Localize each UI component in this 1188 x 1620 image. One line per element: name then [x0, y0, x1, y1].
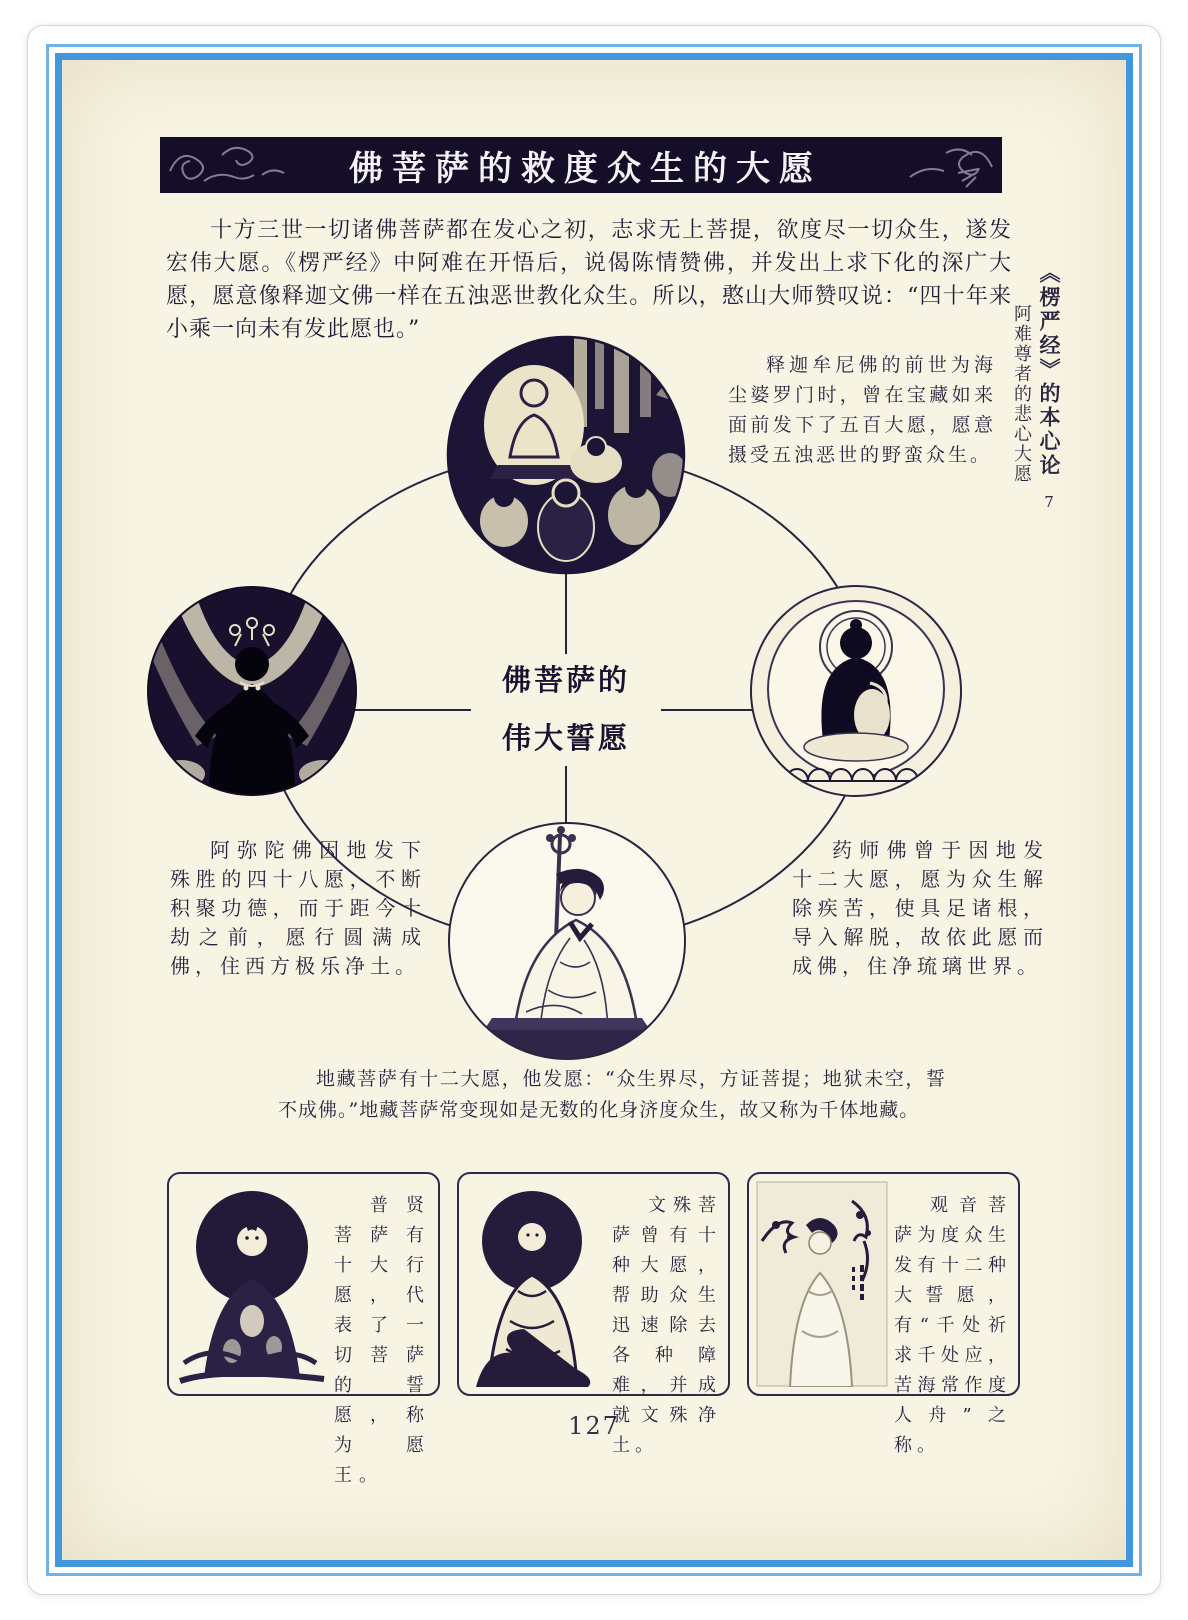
box-text-wenshu: 文殊菩萨曾有十种大愿，帮助众生迅速除去各种障难，并成就文殊净土。 — [612, 1195, 721, 1456]
page-title: 佛菩萨的救度众生的大愿 — [349, 149, 822, 188]
note-shakyamuni-text: 释迦牟尼佛的前世为海尘婆罗门时，曾在宝藏如来面前发下了五百大愿，愿意摄受五浊恶世的野蛮众生。 — [728, 354, 996, 466]
box-text-puxian: 普贤菩萨有十大行愿，代表了一切菩萨的誓愿，称为愿王。 — [334, 1195, 431, 1486]
sidebar-page-ref: 7 — [1040, 493, 1058, 512]
note-yaoshi-text: 药师佛曾于因地发十二大愿，愿为众生解除疾苦，使具足诸根，导入解脱，故依此愿而成佛，住净琉璃世界。 — [792, 838, 1048, 978]
sidebar-chapter-title: 阿难尊者的悲心大愿 — [1011, 304, 1032, 484]
medicine-buddha-illustration — [750, 585, 962, 797]
bodhisattva-box-guanyin — [747, 1172, 1020, 1456]
page-number: 127 — [568, 1412, 620, 1440]
note-yaoshi — [792, 836, 1048, 981]
note-amitabha — [170, 836, 426, 981]
box-text-guanyin: 观音菩萨为度众生发有十二种大誓愿，有“千处祈求千处应，苦海常作度人舟”之称。 — [894, 1195, 1011, 1456]
note-amitabha-text: 阿弥陀佛因地发下殊胜的四十八愿，不断积聚功德，而于距今十劫之前，愿行圆满成佛，住西方极乐净土。 — [170, 838, 426, 978]
motto-line-2: 伟大誓愿 — [501, 723, 630, 755]
sidebar-book-title: 《楞严经》的本心论 — [1037, 262, 1062, 478]
guanyin-illustration — [756, 1181, 888, 1387]
note-dizang-text: 地藏菩萨有十二大愿，他发愿：“众生界尽，方证菩提；地狱未空，誓不成佛。”地藏菩萨常变现如是无数的化身济度众生，故又称为千体地藏。 — [278, 1068, 946, 1121]
puxian-illustration — [176, 1181, 328, 1387]
intro-text: 十方三世一切诸佛菩萨都在发心之初，志求无上菩提，欲度尽一切众生，遂发宏伟大愿。《楞严经》中阿难在开悟后，说偈陈情赞佛，并发出上求下化的深广大愿，愿意像释迦文佛一样在五浊恶世教化众生。所以，憨山大师赞叹说：“四十年来小乘一向未有发此愿也。” — [166, 218, 1012, 342]
shakyamuni-assembly-illustration — [446, 335, 686, 575]
wenshu-illustration — [466, 1181, 606, 1387]
kshitigarbha-illustration — [448, 822, 686, 1060]
amitabha-illustration — [147, 586, 357, 796]
motto-line-1: 佛菩萨的 — [501, 665, 630, 697]
bodhisattva-box-puxian — [167, 1172, 440, 1486]
note-dizang — [278, 1064, 946, 1126]
diagram-center-motto — [471, 654, 661, 766]
note-shakyamuni — [728, 350, 996, 470]
